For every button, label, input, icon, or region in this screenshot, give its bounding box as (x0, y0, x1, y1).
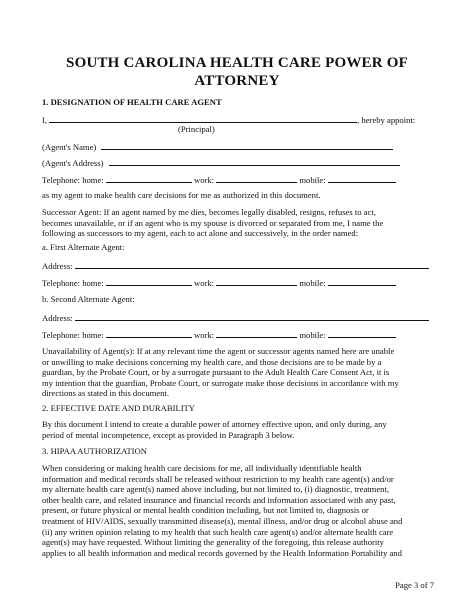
section-3-line: information and medical records shall be released without restriction to my health care agent(s) and/or (42, 473, 394, 484)
i-prefix: I, (42, 115, 48, 125)
first-alt-tel-mobile-field[interactable] (328, 277, 396, 286)
agent-address-row (42, 157, 437, 169)
tel-home-label: Telephone: home: (42, 278, 104, 288)
agent-name-field[interactable] (101, 141, 393, 150)
second-alt-address-row (42, 312, 437, 324)
unavailability-line: Unavailability of Agent(s): If at any relevant time the agent or successor agents named here are unable (42, 346, 395, 356)
successor-paragraph (42, 207, 435, 239)
tel-home-label: Telephone: home: (42, 330, 104, 340)
section-3-line: When considering or making health care decisions for me, all individually identifiable health (42, 463, 362, 473)
section-3-heading: 3. HIPAA AUTHORIZATION (42, 446, 147, 456)
section-3-paragraph (42, 463, 435, 558)
first-alt-address-field[interactable] (75, 260, 429, 269)
unavailability-line: or unwilling to make decisions concerning my health care, and those decisions are to be made by a (42, 356, 382, 367)
agent-tel-work-field[interactable] (216, 174, 297, 183)
first-alt-tel-work-field[interactable] (216, 277, 297, 286)
agent-address-label: (Agent's Address) (42, 158, 104, 168)
appoint-suffix: , hereby appoint: (357, 115, 416, 125)
unavailability-line: directions as stated in this document. (42, 388, 169, 399)
section-1-heading: 1. DESIGNATION OF HEALTH CARE AGENT (42, 97, 222, 107)
successor-line: becomes unavailable, or if an agent who is my spouse is divorced or separated from me, I name the (42, 217, 384, 228)
section-3-line: (ii) any written opinion relating to my health that such health care agent(s) and/or alternate health care (42, 526, 394, 537)
agent-tel-mobile-field[interactable] (328, 174, 396, 183)
unavailability-line: guardian, by the Probate Court, or by a surrogate pursuant to the Adult Health Care Consent Act, it is (42, 367, 390, 378)
agent-telephone-row (42, 174, 437, 186)
tel-mobile-label: mobile: (299, 330, 326, 340)
my-agent-text: as my agent to make health care decisions for me as authorized in this document. (42, 190, 321, 200)
agent-tel-home-field[interactable] (106, 174, 192, 183)
principal-label: (Principal) (178, 124, 215, 134)
first-alt-tel-home-field[interactable] (106, 277, 192, 286)
section-2-heading: 2. EFFECTIVE DATE AND DURABILITY (42, 403, 196, 413)
second-alt-tel-mobile-field[interactable] (328, 329, 396, 338)
unavailability-line: my intention that the guardian, Probate Court, or surrogate make those decisions in accordance with my (42, 377, 399, 388)
agent-name-row (42, 141, 437, 153)
successor-line: Successor Agent: If an agent named by me dies, becomes legally disabled, resigns, refuses to act, (42, 207, 376, 217)
title-line-1: SOUTH CAROLINA HEALTH CARE POWER OF (66, 55, 408, 71)
address-label: Address: (42, 261, 73, 271)
second-alt-address-field[interactable] (75, 312, 429, 321)
successor-line: following as successors to my agent, each to act alone and successively, in the order named: (42, 228, 359, 239)
section-2-paragraph (42, 419, 435, 440)
document-title (40, 54, 434, 90)
section-2-line: By this document I intend to create a durable power of attorney effective upon, and only during, any (42, 419, 387, 429)
tel-work-label: work: (194, 175, 215, 185)
second-alt-telephone-row (42, 329, 437, 341)
principal-name-field[interactable] (49, 114, 357, 123)
principal-row (42, 114, 437, 126)
section-3-line: agent(s) may have requested. Without limiting the generality of the foregoing, this release authority (42, 537, 384, 548)
tel-home-label: Telephone: home: (42, 175, 104, 185)
agent-name-label: (Agent's Name) (42, 142, 97, 152)
section-2-line: period of mental incompetence, except as provided in Paragraph 3 below. (42, 429, 295, 440)
unavailability-paragraph (42, 346, 435, 399)
second-alternate-label: b. Second Alternate Agent: (42, 294, 135, 304)
second-alt-tel-home-field[interactable] (106, 329, 192, 338)
agent-address-field[interactable] (109, 157, 400, 166)
second-alt-tel-work-field[interactable] (216, 329, 297, 338)
tel-mobile-label: mobile: (299, 175, 326, 185)
first-alt-telephone-row (42, 277, 437, 289)
address-label: Address: (42, 313, 73, 323)
first-alt-address-row (42, 260, 437, 272)
title-line-2: ATTORNEY (194, 73, 280, 89)
tel-mobile-label: mobile: (299, 278, 326, 288)
section-3-line: applies to all health information and medical records governed by the Health Information Portability and (42, 547, 402, 558)
section-3-line: present, or future physical or mental health condition including, but not limited to, diagnosis or (42, 505, 369, 516)
section-3-line: other health care, and related insurance and financial records and information associated with any past, (42, 494, 396, 505)
page-number: Page 3 of 7 (395, 580, 434, 590)
section-3-line: my alternate health care agent(s) named above including, but not limited to, (i) diagnostic, treatment, (42, 484, 389, 495)
section-3-line: treatment of HIV/AIDS, sexually transmitted disease(s), mental illness, and/or drug or alcohol abuse and (42, 515, 403, 526)
tel-work-label: work: (194, 278, 215, 288)
first-alternate-label: a. First Alternate Agent: (42, 242, 125, 252)
tel-work-label: work: (194, 330, 215, 340)
